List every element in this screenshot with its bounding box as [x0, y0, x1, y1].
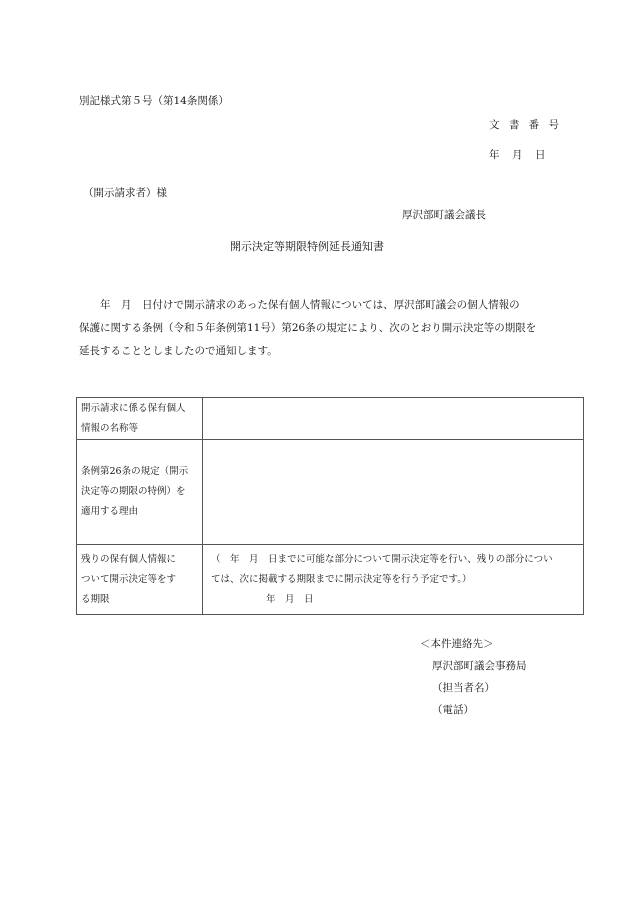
row-label-request-info: [77, 398, 203, 440]
body-line-1: 年 月 日付けで開示請求のあった保有個人情報については、厚沢部町議会の個人情報の: [79, 299, 520, 311]
row-value-request-info: [203, 398, 584, 440]
row-label-deadline: [77, 545, 203, 615]
label-line: 開示請求に係る保有個人: [81, 402, 186, 414]
deadline-date: 年 月 日: [266, 593, 314, 605]
body-line-2: 保護に関する条例（令和５年条例第11号）第26条の規定により、次のとおり開示決定等の期限を: [79, 322, 537, 334]
document-number: 文 書 番 号: [489, 119, 563, 131]
table-row: [77, 440, 584, 545]
form-number-label: 別記様式第５号（第14条関係）: [79, 95, 229, 107]
label-line: 決定等の期限の特例）を: [81, 486, 186, 497]
label-line: 条例第26条の規定（開示: [81, 466, 189, 477]
table-row: [77, 545, 584, 615]
table-row: [77, 398, 584, 440]
row-value-deadline: [203, 545, 584, 615]
notice-table: [76, 397, 584, 615]
contact-person: （担当者名）: [432, 682, 495, 694]
label-line: 残りの保有個人情報に: [81, 553, 177, 565]
label-line: ついて開示決定等をす: [81, 573, 177, 585]
label-line: 情報の名称等: [81, 422, 139, 434]
contact-heading: ＜本件連絡先＞: [420, 638, 494, 650]
document-title: 開示決定等期限特例延長通知書: [230, 240, 384, 253]
body-line-3: 延長することとしましたので通知します。: [79, 345, 278, 357]
issue-date: 年 月 日: [489, 149, 547, 161]
deadline-text-line: （ 年 月 日までに可能な部分について開示決定等を行い、残りの部分につい: [211, 553, 553, 565]
row-label-reason: [77, 440, 203, 545]
label-line: 適用する理由: [81, 506, 139, 517]
contact-phone: （電話）: [432, 704, 474, 716]
contact-office: 厚沢部町議会事務局: [432, 660, 527, 672]
label-line: る期限: [81, 593, 110, 605]
deadline-text-line: ては、次に掲載する期限までに開示決定等を行う予定です。）: [211, 573, 472, 585]
sender-line: 厚沢部町議会議長: [402, 209, 486, 221]
row-value-reason: [203, 440, 584, 545]
recipient-line: （開示請求者）様: [83, 187, 167, 199]
